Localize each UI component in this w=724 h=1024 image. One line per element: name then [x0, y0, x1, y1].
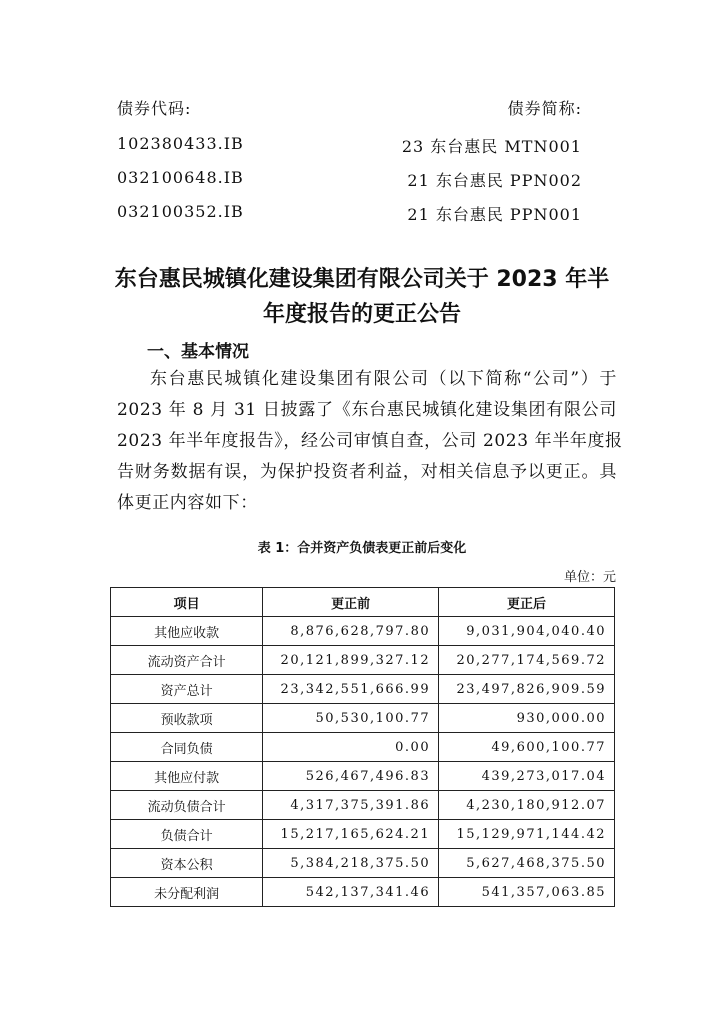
bond-name: 23 东台惠民 MTN001 — [401, 137, 582, 156]
table-unit: 单位：元 — [563, 570, 616, 585]
row-item: 合同负债 — [111, 733, 263, 762]
table-row — [111, 762, 615, 791]
row-before-value: 4,317,375,391.86 — [263, 791, 439, 820]
paragraph-line: 2023 年 8 月 31 日披露了《东台惠民城镇化建设集团有限公司 — [117, 400, 617, 420]
paragraph-line: 东台惠民城镇化建设集团有限公司（以下简称“公司”）于 — [150, 369, 617, 389]
row-item: 流动负债合计 — [111, 791, 263, 820]
row-item: 其他应收款 — [111, 617, 263, 646]
row-after-value: 4,230,180,912.07 — [439, 791, 615, 820]
row-after-value: 5,627,468,375.50 — [439, 849, 615, 878]
bond-code-label: 债券代码: — [117, 99, 192, 118]
column-header-after: 更正后 — [439, 588, 615, 617]
row-before-value: 526,467,496.83 — [263, 762, 439, 791]
row-item: 负债合计 — [111, 820, 263, 849]
row-before-value: 542,137,341.46 — [263, 878, 439, 907]
bond-name: 21 东台惠民 PPN001 — [407, 205, 582, 224]
table-row — [111, 617, 615, 646]
table-header-row — [111, 588, 615, 617]
paragraph-line: 2023 年半年度报告》，经公司审慎自查，公司 2023 年半年度报 — [117, 431, 623, 451]
row-before-value: 5,384,218,375.50 — [263, 849, 439, 878]
bond-code: 102380433.IB — [117, 134, 244, 153]
row-before-value: 50,530,100.77 — [263, 704, 439, 733]
table-row — [111, 646, 615, 675]
body-paragraph — [117, 364, 623, 519]
bond-code: 032100352.IB — [117, 202, 244, 221]
row-after-value: 23,497,826,909.59 — [439, 675, 615, 704]
row-before-value: 20,121,899,327.12 — [263, 646, 439, 675]
row-after-value: 20,277,174,569.72 — [439, 646, 615, 675]
row-before-value: 8,876,628,797.80 — [263, 617, 439, 646]
paragraph-line: 告财务数据有误，为保护投资者利益，对相关信息予以更正。具 — [117, 462, 617, 482]
bond-name: 21 东台惠民 PPN002 — [407, 171, 582, 190]
section-heading: 一、基本情况 — [147, 342, 249, 362]
table-row — [111, 878, 615, 907]
row-item: 其他应付款 — [111, 762, 263, 791]
table-row — [111, 849, 615, 878]
row-item: 资本公积 — [111, 849, 263, 878]
row-item: 预收款项 — [111, 704, 263, 733]
row-before-value: 0.00 — [263, 733, 439, 762]
table-row — [111, 791, 615, 820]
balance-sheet-correction-table — [110, 587, 615, 907]
table-row — [111, 675, 615, 704]
document-title-line-1: 东台惠民城镇化建设集团有限公司关于 2023 年半 — [114, 267, 610, 292]
table-row — [111, 733, 615, 762]
column-header-before: 更正前 — [263, 588, 439, 617]
row-before-value: 23,342,551,666.99 — [263, 675, 439, 704]
row-after-value: 439,273,017.04 — [439, 762, 615, 791]
row-item: 流动资产合计 — [111, 646, 263, 675]
table-row — [111, 820, 615, 849]
bond-name-label: 债券简称: — [507, 99, 582, 118]
row-after-value: 9,031,904,040.40 — [439, 617, 615, 646]
column-header-item: 项目 — [111, 588, 263, 617]
bond-code: 032100648.IB — [117, 168, 244, 187]
row-item: 资产总计 — [111, 675, 263, 704]
row-after-value: 15,129,971,144.42 — [439, 820, 615, 849]
row-before-value: 15,217,165,624.21 — [263, 820, 439, 849]
row-after-value: 930,000.00 — [439, 704, 615, 733]
paragraph-line: 体更正内容如下： — [117, 493, 258, 513]
document-title-line-2: 年度报告的更正公告 — [262, 302, 461, 327]
row-after-value: 49,600,100.77 — [439, 733, 615, 762]
table-caption: 表 1：合并资产负债表更正前后变化 — [257, 541, 467, 556]
row-after-value: 541,357,063.85 — [439, 878, 615, 907]
row-item: 未分配利润 — [111, 878, 263, 907]
table-row — [111, 704, 615, 733]
